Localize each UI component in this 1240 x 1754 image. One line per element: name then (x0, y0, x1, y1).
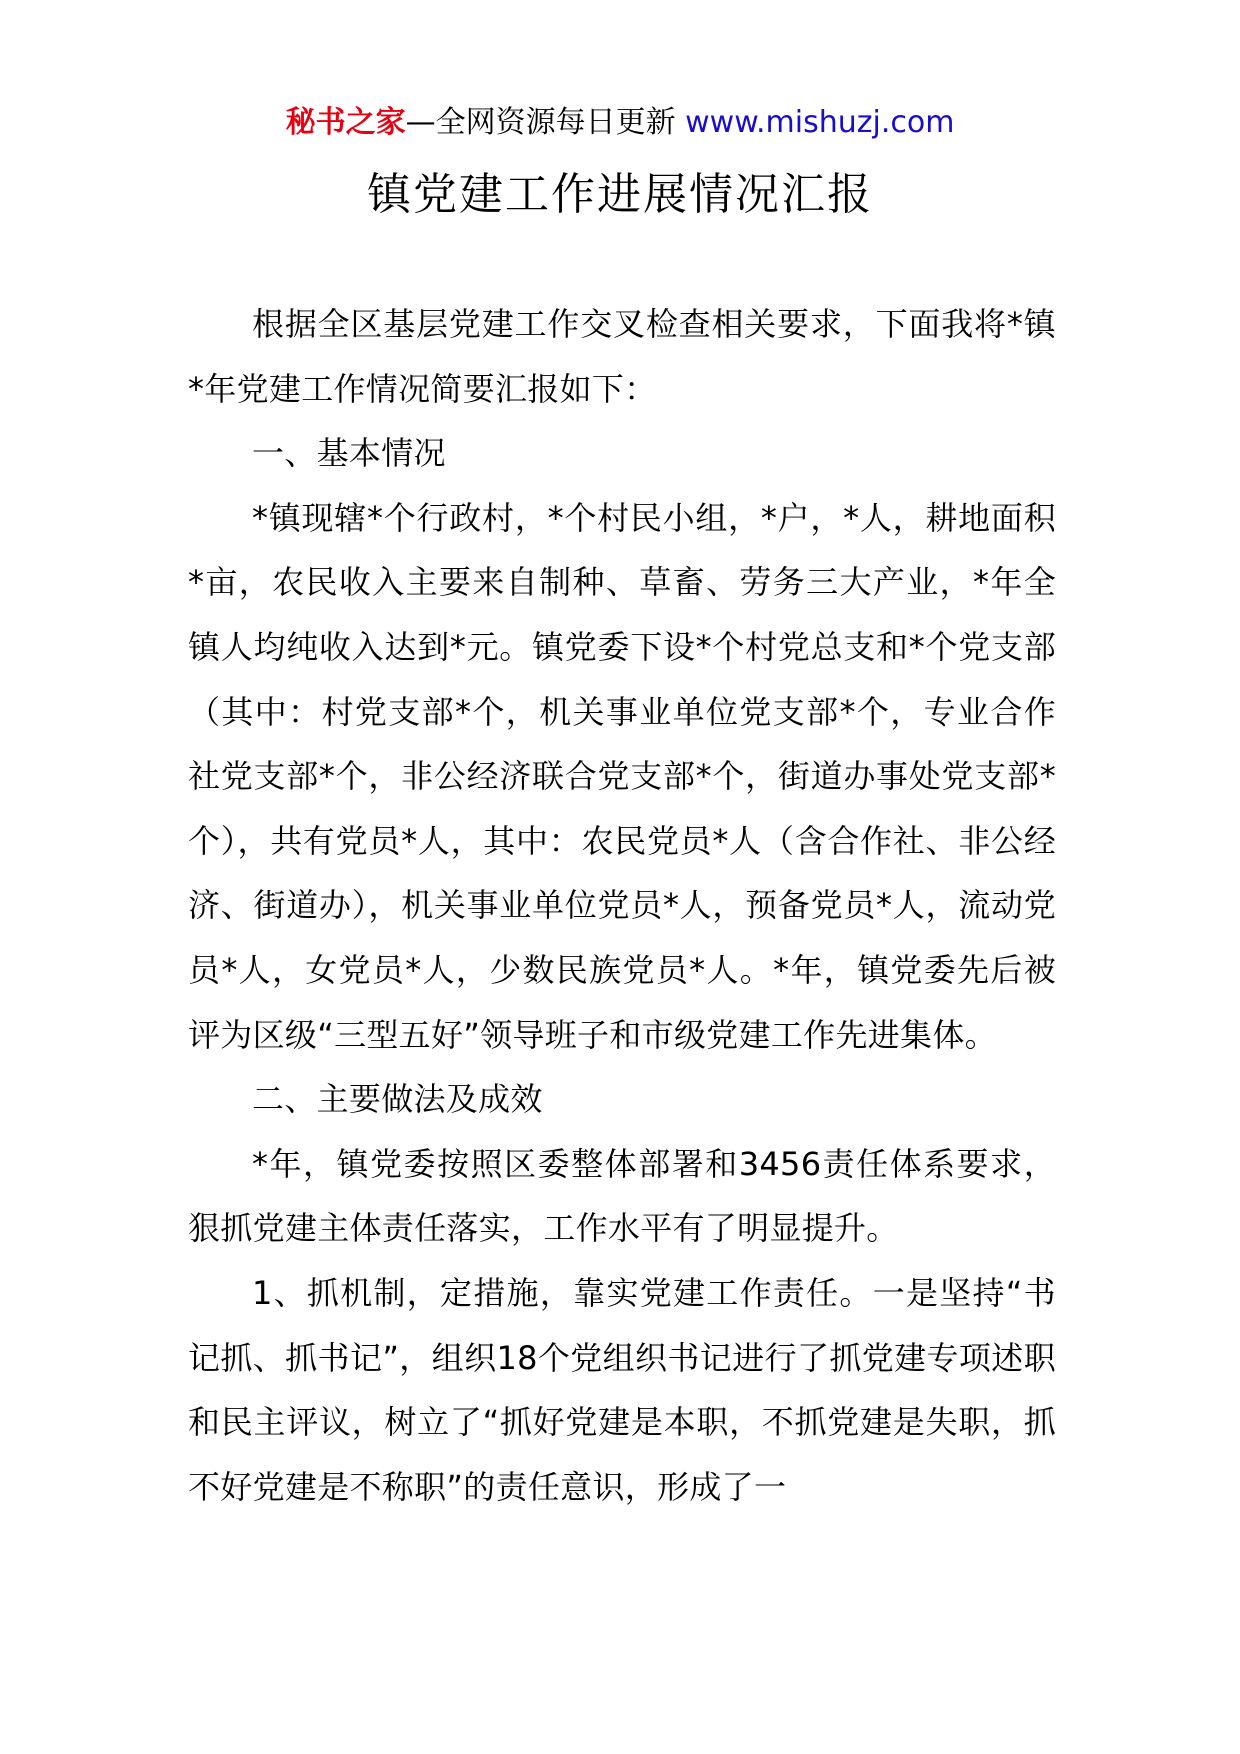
basic-situation-paragraph: *镇现辖*个行政村，*个村民小组，*户，*人，耕地面积*亩，农民收入主要来自制种、草畜、劳务三大产业，*年全镇人均纯收入达到*元。镇党委下设*个村党总支和*个党支部（其中：村党支部*个，机关事业单位党支部*个，专业合作社党支部*个，非公经济联合党支部*个，街道办事处党支部*个），共有党员*人，其中：农民党员*人（含合作社、非公经济、街道办），机关事业单位党员*人，预备党员*人，流动党员*人，女党员*人，少数民族党员*人。*年，镇党委先后被评为区级“三型五好”领导班子和市级党建工作先进集体。 (188, 498, 1056, 1054)
document-title: 镇党建工作进展情况汇报 (367, 169, 873, 220)
mechanism-paragraph: 1、抓机制，定措施，靠实党建工作责任。一是坚持“书记抓、抓书记”，组织18个党组织书记进行了抓党建专项述职和民主评议，树立了“抓好党建是本职，不抓党建是失职，抓不好党建是不称职”的责任意识，形成了一 (188, 1273, 1056, 1506)
intro-paragraph: 根据全区基层党建工作交叉检查相关要求，下面我将*镇*年党建工作情况简要汇报如下： (188, 305, 1056, 408)
brand-name: 秘书之家 (285, 105, 406, 140)
watermark-header (0, 98, 1240, 148)
section-heading-main-practices: 二、主要做法及成效 (252, 1080, 543, 1119)
section-heading-basic-situation: 一、基本情况 (252, 434, 446, 473)
site-url[interactable]: www.mishuzj.com (685, 105, 955, 140)
brand-tagline: —全网资源每日更新 (405, 105, 676, 140)
main-practices-paragraph: *年，镇党委按照区委整体部署和3456责任体系要求，狠抓党建主体责任落实，工作水平有了明显提升。 (188, 1144, 1056, 1248)
document-body (188, 292, 1056, 1519)
